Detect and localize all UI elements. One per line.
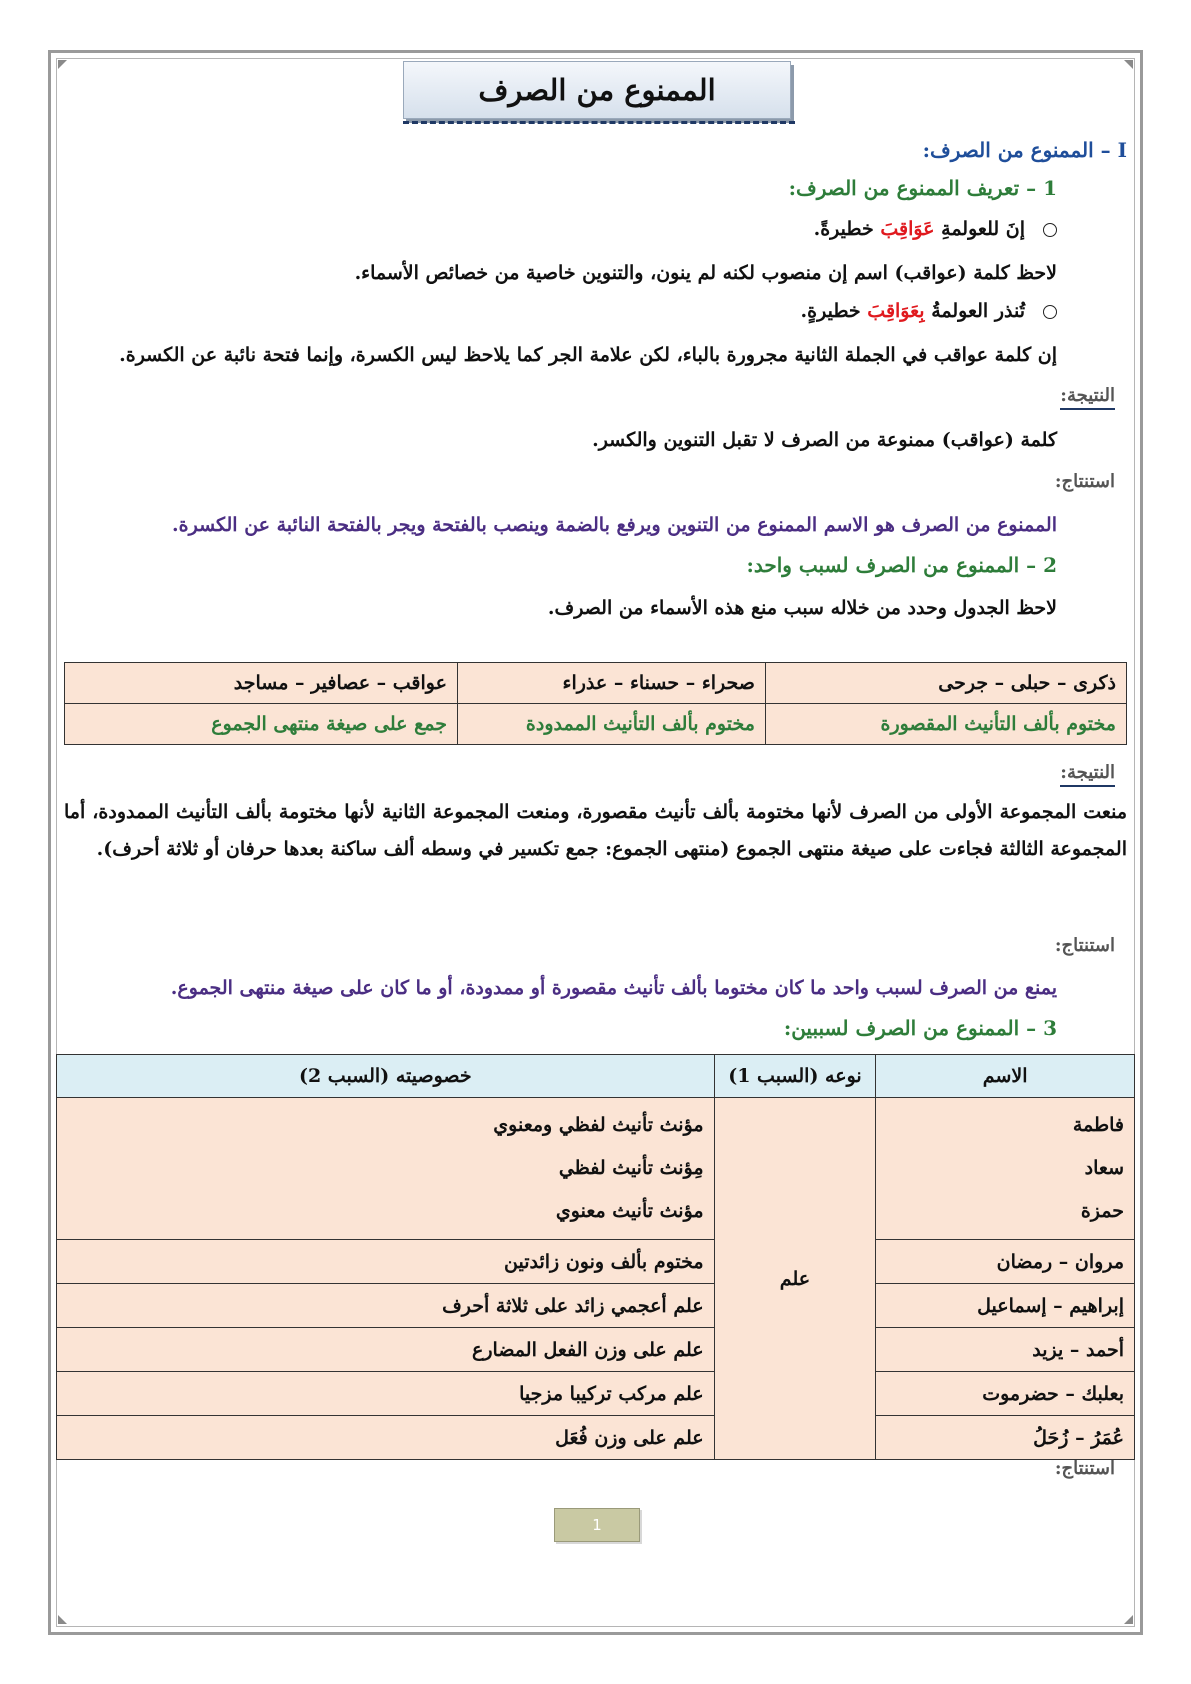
single-cause-table <box>64 662 1127 745</box>
highlight-word: عَوَاقِبَ <box>880 218 935 240</box>
table-cell: علم أعجمي زائد على ثلاثة أحرف <box>57 1284 715 1328</box>
page-number: 1 <box>554 1508 640 1542</box>
conclusion-text-1: الممنوع من الصرف هو الاسم الممنوع من التنوين ويرفع بالضمة وينصب بالفتحة ويجر بالفتحة النائبة عن الكسرة. <box>172 514 1057 536</box>
table-cell: إبراهيم – إسماعيل <box>876 1284 1135 1328</box>
example-1: إنَ للعولمةِ عَوَاقِبَ خطيرةً. <box>64 218 1057 240</box>
table-cell: صحراء – حسناء – عذراء <box>457 663 765 704</box>
result-label-1: النتيجة: <box>64 385 1115 406</box>
bullet-circle-icon <box>1043 305 1057 319</box>
table-row <box>57 1098 1135 1240</box>
conclusion-label-2: استنتاج: <box>1054 935 1115 956</box>
table-header-row <box>57 1055 1135 1098</box>
two-causes-table <box>56 1054 1135 1460</box>
subsection1-heading: 1 – تعريف الممنوع من الصرف: <box>788 176 1057 200</box>
subsection2-heading: 2 – الممنوع من الصرف لسبب واحد: <box>746 553 1057 577</box>
conclusion-label-3: استنتاج: <box>1054 1458 1115 1479</box>
table-cell: مختوم بألف التأنيث المقصورة <box>765 704 1126 745</box>
bullet-circle-icon <box>1043 223 1057 237</box>
result-label-2: النتيجة: <box>64 762 1115 783</box>
table-cell: عواقب – عصافير – مساجد <box>65 663 458 704</box>
reasons-group-cell: مؤنث تأنيث لفظي ومعنوي مِؤنث تأنيث لفظي مؤنث تأنيث معنوي <box>57 1098 715 1240</box>
instruction-text: لاحظ الجدول وحدد من خلاله سبب منع هذه الأسماء من الصرف. <box>547 597 1057 619</box>
title-underline <box>403 121 795 124</box>
type-cell: علم <box>714 1098 876 1460</box>
column-header-name: الاسم <box>876 1055 1135 1098</box>
subsection3-heading: 3 – الممنوع من الصرف لسببين: <box>783 1016 1057 1040</box>
column-header-type: نوعه (السبب 1) <box>714 1055 876 1098</box>
table-cell: علم على وزن الفعل المضارع <box>57 1328 715 1372</box>
table-row <box>57 1284 1135 1328</box>
table-row <box>57 1240 1135 1284</box>
title-box <box>403 61 791 119</box>
table-cell: عُمَرُ – زُحَلُ <box>876 1416 1135 1460</box>
section1-heading: I – الممنوع من الصرف: <box>922 138 1127 162</box>
names-group-cell: فاطمة سعاد حمزة <box>876 1098 1135 1240</box>
table-cell: مروان – رمضان <box>876 1240 1135 1284</box>
highlight-word: بِعَوَاقِبَ <box>867 300 925 322</box>
table-cell: بعلبك – حضرموت <box>876 1372 1135 1416</box>
table-row <box>57 1328 1135 1372</box>
frame-corner <box>58 60 67 69</box>
note-2: إن كلمة عواقب في الجملة الثانية مجرورة بالباء، لكن علامة الجر كما يلاحظ ليس الكسرة، وإنما فتحة نائبة عن الكسرة. <box>119 344 1057 366</box>
frame-corner <box>1124 1615 1133 1624</box>
table-row <box>65 663 1127 704</box>
table-cell: جمع على صيغة منتهى الجموع <box>65 704 458 745</box>
table-cell: أحمد – يزيد <box>876 1328 1135 1372</box>
result-text-1: كلمة (عواقب) ممنوعة من الصرف لا تقبل التنوين والكسر. <box>592 429 1057 451</box>
table-row <box>57 1372 1135 1416</box>
conclusion-label-1: استنتاج: <box>1054 471 1115 492</box>
note-1: لاحظ كلمة (عواقب) اسم إن منصوب لكنه لم ينون، والتنوين خاصية من خصائص الأسماء. <box>354 262 1057 284</box>
table-cell: ذكرى – حبلى – جرحى <box>765 663 1126 704</box>
table-cell: مختوم بألف التأنيث الممدودة <box>457 704 765 745</box>
frame-corner <box>1124 60 1133 69</box>
conclusion-text-2: يمنع من الصرف لسبب واحد ما كان مختوما بألف تأنيث مقصورة أو ممدودة، أو ما كان على صيغة منتهى الجموع. <box>170 977 1057 999</box>
table-row <box>65 704 1127 745</box>
example-2: تُنذر العولمةُ بِعَوَاقِبَ خطيرةٍ. <box>64 300 1057 322</box>
result-text-2: منعت المجموعة الأولى من الصرف لأنها مختومة بألف تأنيث مقصورة، ومنعت المجموعة الثانية لأنها مختومة بألف التأنيث الممدودة، أما المجموعة الثالثة فجاءت على صيغة منتهى الجموع (منتهى الجموع: جمع تكسير في وسطه ألف ساكنة بعدها حرفان أو ثلاثة أحرف). <box>64 801 1127 860</box>
table-cell: علم على وزن فُعَل <box>57 1416 715 1460</box>
table-cell: علم مركب تركيبا مزجيا <box>57 1372 715 1416</box>
table-row <box>57 1416 1135 1460</box>
column-header-feature: خصوصيته (السبب 2) <box>57 1055 715 1098</box>
table-cell: مختوم بألف ونون زائدتين <box>57 1240 715 1284</box>
frame-corner <box>58 1615 67 1624</box>
page-title: الممنوع من الصرف <box>478 73 716 107</box>
